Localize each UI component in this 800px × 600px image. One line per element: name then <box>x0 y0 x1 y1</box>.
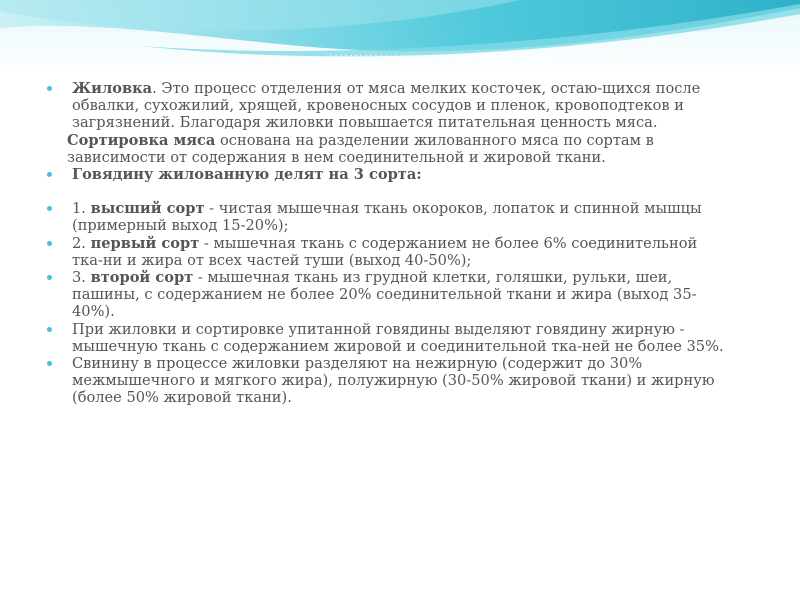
term-grade-2: первый сорт <box>90 234 200 252</box>
slide-body <box>30 80 730 407</box>
paragraph-sortirovka <box>30 132 730 166</box>
paragraph-fat-beef <box>30 321 730 355</box>
bullet-icon <box>47 275 52 280</box>
paragraph-three-grades <box>30 166 730 183</box>
bullet-icon <box>47 241 52 246</box>
paragraph-grade-3 <box>30 269 730 321</box>
bullet-icon <box>47 327 52 332</box>
paragraph-text: . Это процесс отделения от мяса мелких косточек, остаю-щихся после обвалки, сухожилий, хрящей, кровеносных сосудов и пленок, кровоподтеков и загрязнений. Благодаря жиловки повышается питательная ценность мяса. <box>72 80 701 132</box>
paragraph-zhilovka <box>30 80 730 132</box>
paragraph-text: - мышечная ткань из грудной клетки, голяшки, рульки, шеи, пашины, с содержанием не более 20% соединительной ткани и жира (выход 35-40%). <box>72 269 697 321</box>
paragraph-text: основана на разделении жилованного мяса по сортам в зависимости от содержания в нем соединительной и жировой ткани. <box>67 131 654 166</box>
spacer <box>30 183 730 200</box>
paragraph-lead: 1. <box>72 200 91 218</box>
term-grade-3: второй сорт <box>90 269 194 287</box>
paragraph-text: Свинину в процессе жиловки разделяют на нежирную (содержит до 30% межмышечного и мягкого жира), полужирную (30-50% жировой ткани) и жирную (более 50% жировой ткани). <box>72 355 715 407</box>
paragraph-grade-1 <box>30 200 730 234</box>
bullet-icon <box>47 86 52 91</box>
wave-banner <box>0 0 800 75</box>
paragraph-text: - чистая мышечная ткань окороков, лопаток и спинной мышцы (примерный выход 15-20%); <box>72 200 702 235</box>
paragraph-lead: 2. <box>72 234 91 252</box>
bullet-icon <box>47 206 52 211</box>
paragraph-text: - мышечная ткань с содержанием не более 6% соединительной тка-ни и жира от всех частей туши (выход 40-50%); <box>72 234 698 269</box>
paragraph-lead: 3. <box>72 269 91 287</box>
paragraph-grade-2 <box>30 235 730 269</box>
grades-heading: Говядину жилованную делят на 3 сорта: <box>72 166 422 184</box>
bullet-icon <box>47 361 52 366</box>
paragraph-text: При жиловки и сортировке упитанной говядины выделяют говядину жирную - мышечную ткань с содержанием жировой и соединительной тка-ней не более 35%. <box>72 320 724 355</box>
term-grade-1: высший сорт <box>90 200 205 218</box>
term-zhilovka: Жиловка <box>72 80 153 97</box>
paragraph-pork <box>30 355 730 407</box>
term-sortirovka: Сортировка мяса <box>67 131 216 149</box>
bullet-icon <box>47 172 52 177</box>
